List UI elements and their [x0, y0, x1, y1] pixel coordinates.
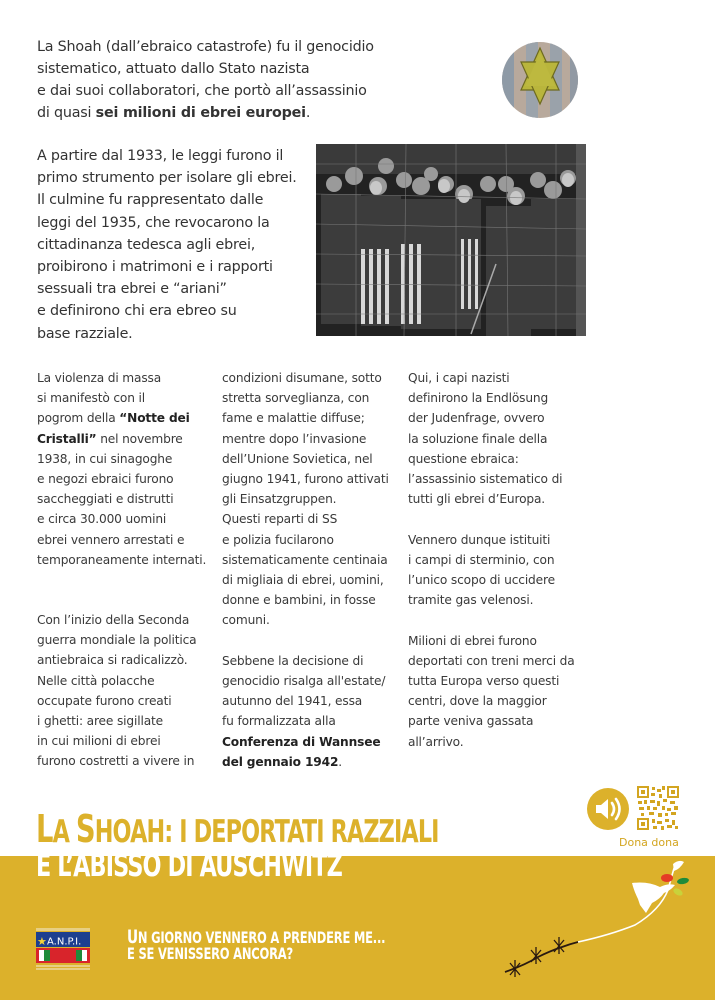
slogan	[127, 926, 386, 963]
text-line: mentre dopo l’invasione	[222, 431, 367, 446]
para-line: sessuali tra ebrei e “ariani”	[37, 281, 227, 298]
text-line: Nelle città polacche	[37, 673, 155, 688]
page-title	[36, 807, 439, 884]
text-line: Qui, i capi nazisti	[408, 371, 510, 385]
einsatzgruppen-paragraph	[222, 368, 404, 631]
text-line: la soluzione finale della	[408, 431, 548, 446]
para-line: Il culmine fu rappresentato dalle	[37, 192, 264, 209]
text-line: centri, dove la maggior	[408, 694, 547, 709]
text-line	[37, 429, 219, 449]
text-column-2	[222, 368, 404, 792]
text-line: parte veniva gassata	[408, 714, 534, 729]
text-line: fu formalizzata alla	[222, 714, 336, 729]
para-line: leggi del 1935, che revocarono la	[37, 214, 270, 231]
text-line: stretta sorveglianza, con	[222, 391, 370, 406]
text-line: tutta Europa verso questi	[408, 674, 560, 689]
text-line: guerra mondiale la politica	[37, 633, 197, 648]
camps-paragraph	[408, 530, 590, 611]
final-solution-paragraph	[408, 368, 590, 509]
bold-fragment: “Notte dei	[119, 411, 190, 426]
intro-line: La Shoah (dall’ebraico catastrofe) fu il genocidio	[37, 39, 374, 55]
text-line: all’arrivo.	[408, 734, 464, 749]
para-line: base razziale.	[37, 325, 133, 342]
text-line: si manifestò con il	[37, 391, 145, 406]
anpi-logo-text: A.N.P.I.	[47, 936, 82, 948]
text-line: in cui milioni di ebrei	[37, 734, 161, 749]
text-line: i ghetti: aree sigillate	[37, 714, 163, 729]
intro-line	[37, 102, 397, 124]
text-line: 1938, in cui sinagoghe	[37, 451, 173, 466]
text-line: e circa 30.000 uomini	[37, 512, 167, 527]
text-line: giugno 1941, furono attivati	[222, 472, 389, 487]
text-fragment: .	[338, 754, 343, 769]
text-line: saccheggiati e distrutti	[37, 492, 174, 507]
text-line: di migliaia di ebrei, uomini,	[222, 573, 384, 588]
text-line: der Judenfrage, ovvero	[408, 411, 545, 426]
text-line: furono costretti a vivere in	[37, 754, 195, 769]
audio-label[interactable]: Dona dona	[619, 836, 679, 849]
slogan-text: N GIORNO VENNERO A PRENDERE ME...	[137, 928, 386, 947]
text-line: ebrei vennero arrestati e	[37, 532, 185, 547]
text-line: antiebraica si radicalizzò.	[37, 653, 188, 668]
text-line: Vennero dunque istituiti	[408, 532, 551, 547]
para-line: cittadinanza tedesca agli ebrei,	[37, 236, 256, 253]
text-line	[37, 408, 219, 428]
text-line	[222, 752, 404, 772]
text-line: genocidio risalga all'estate/	[222, 674, 386, 689]
intro-text: .	[305, 105, 311, 121]
bold-fragment: Cristalli”	[37, 431, 97, 446]
ghetto-paragraph	[37, 610, 219, 772]
text-line: tutti gli ebrei d’Europa.	[408, 492, 546, 507]
title-initial: S	[75, 807, 95, 851]
text-line: definirono la Endlösung	[408, 391, 549, 406]
bold-fragment: del gennaio 1942	[222, 754, 339, 769]
text-line: comuni.	[222, 613, 270, 628]
slogan-line-2: E SE VENISSERO ANCORA?	[127, 944, 293, 963]
wannsee-paragraph	[222, 651, 404, 772]
para-line: e definirono chi era ebreo su	[37, 303, 237, 320]
dove-barbed-wire-icon	[500, 855, 715, 1000]
qr-code-icon[interactable]	[637, 786, 679, 830]
text-fragment: nel novembre	[96, 431, 183, 446]
text-line: La violenza di massa	[37, 371, 162, 385]
deportation-paragraph	[408, 631, 590, 752]
text-line: deportati con treni merci da	[408, 653, 575, 668]
text-line: Questi reparti di SS	[222, 512, 338, 527]
intro-text: di quasi	[37, 105, 96, 121]
laws-paragraph	[37, 145, 317, 345]
text-column-3	[408, 368, 590, 772]
text-line: gli Einsatzgruppen.	[222, 492, 337, 507]
text-line: sistematicamente centinaia	[222, 552, 388, 567]
intro-paragraph	[37, 36, 397, 124]
text-line: e negozi ebraici furono	[37, 472, 174, 487]
title-initial: L	[36, 807, 53, 851]
intro-line: sistematico, attuato dallo Stato nazista	[37, 61, 310, 77]
text-line: temporaneamente internati.	[37, 552, 207, 567]
speaker-icon[interactable]	[587, 788, 629, 830]
title-line-2: E L’ABISSO DI AUSCHWITZ	[36, 848, 342, 884]
text-line: e polizia fucilarono	[222, 532, 334, 547]
slogan-initial: U	[127, 926, 138, 948]
para-line: proibirono i matrimoni e i rapporti	[37, 259, 273, 276]
text-line: l’assassinio sistematico di	[408, 472, 563, 487]
text-line: Con l’inizio della Seconda	[37, 613, 190, 628]
kristallnacht-paragraph	[37, 368, 219, 570]
text-line: fame e malattie diffuse;	[222, 411, 365, 426]
para-line: A partire dal 1933, le leggi furono il	[37, 148, 284, 164]
star-of-david-badge-icon	[500, 40, 580, 120]
text-line: autunno del 1941, essa	[222, 694, 363, 709]
text-line: donne e bambini, in fosse	[222, 593, 376, 608]
text-column-1	[37, 368, 219, 792]
intro-highlight: sei milioni di ebrei europei	[95, 105, 306, 121]
text-line: dell’Unione Sovietica, nel	[222, 451, 373, 466]
bold-line: Conferenza di Wannsee	[222, 734, 381, 749]
anpi-star-icon: ★	[37, 935, 47, 948]
title-line-1	[36, 807, 439, 851]
text-line: l’unico scopo di uccidere	[408, 573, 555, 588]
text-line: occupate furono creati	[37, 693, 172, 708]
title-text: A	[52, 814, 76, 850]
intro-line: e dai suoi collaboratori, che portò all’assassinio	[37, 83, 367, 99]
title-text: HOAH: I DEPORTATI RAZZIALI	[94, 814, 439, 850]
audio-block[interactable]	[587, 786, 687, 856]
text-line: Sebbene la decisione di	[222, 653, 364, 668]
text-line: i campi di sterminio, con	[408, 552, 555, 567]
text-line: Milioni di ebrei furono	[408, 633, 537, 648]
text-line: tramite gas velenosi.	[408, 593, 534, 608]
anpi-logo	[36, 928, 90, 970]
prisoners-photo	[316, 144, 586, 336]
text-fragment: pogrom della	[37, 411, 120, 426]
para-line: primo strumento per isolare gli ebrei.	[37, 170, 297, 187]
text-line: questione ebraica:	[408, 451, 519, 466]
text-line: condizioni disumane, sotto	[222, 371, 382, 385]
